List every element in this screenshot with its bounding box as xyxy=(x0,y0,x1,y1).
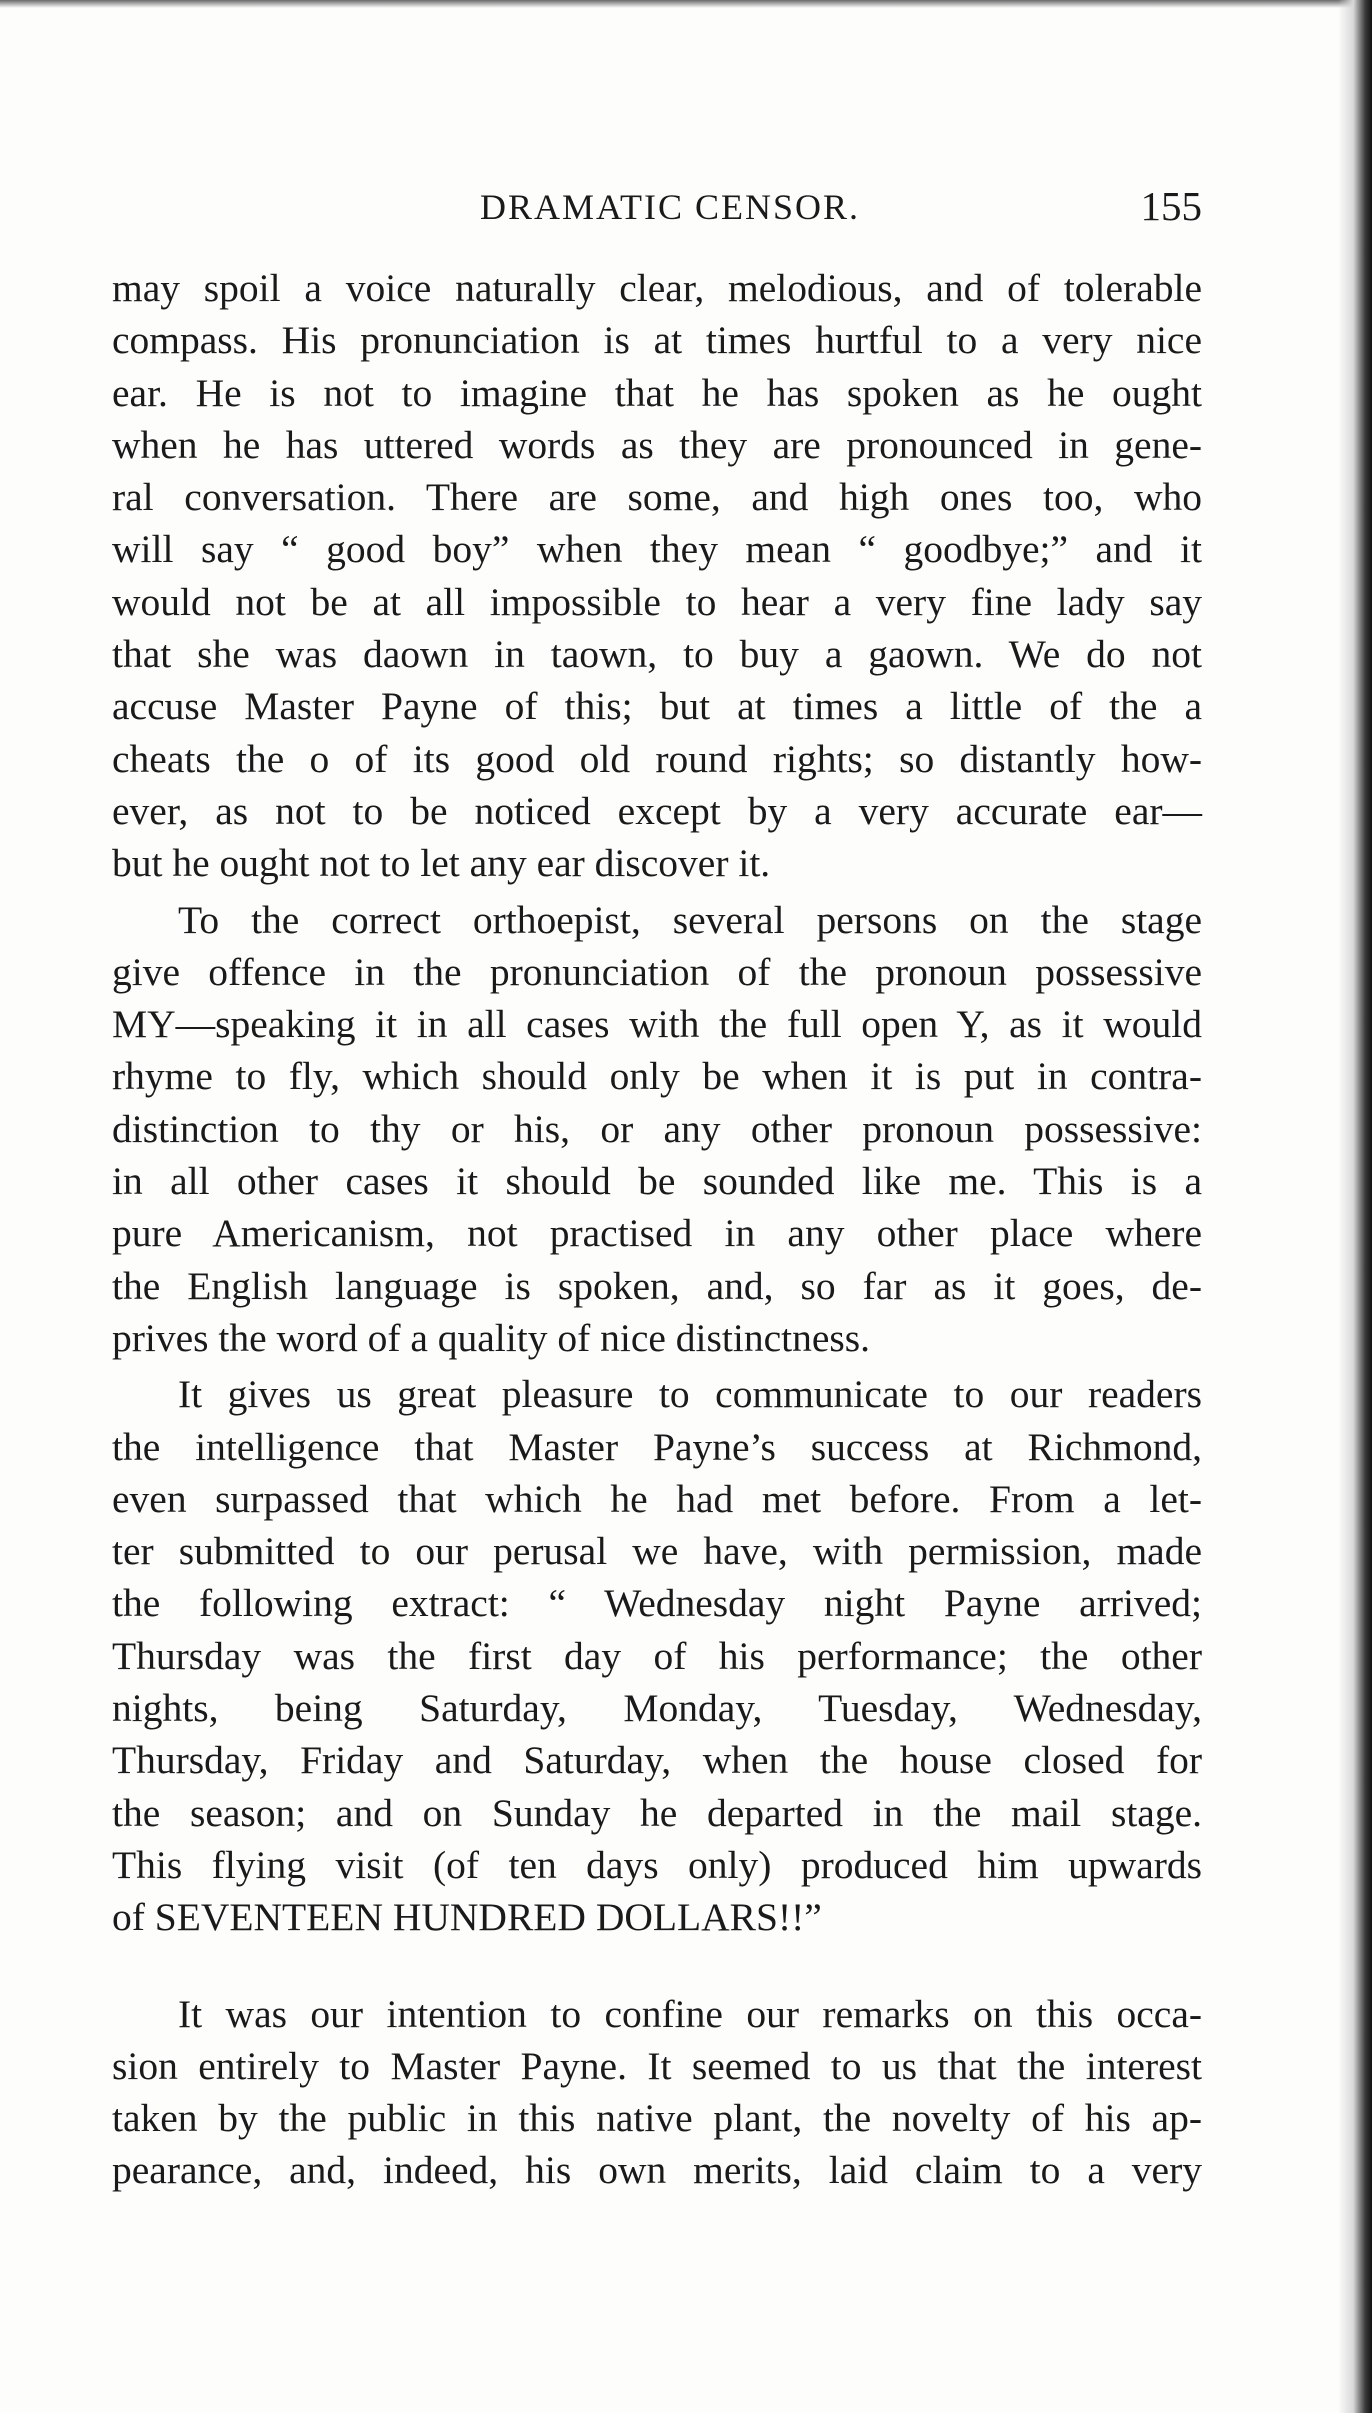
text-line: cheats the o of its good old round rights; so distantly how- xyxy=(112,736,1202,781)
text-line: rhyme to fly, which should only be when it is put in contra- xyxy=(112,1054,1202,1099)
text-line: ral conversation. There are some, and high ones too, who xyxy=(112,475,1202,520)
text-line: It gives us great pleasure to communicate to our readers xyxy=(178,1372,1202,1417)
text-line: in all other cases it should be sounded like me. This is a xyxy=(112,1159,1202,1204)
text-line: the following extract: “ Wednesday night Payne arrived; xyxy=(112,1581,1202,1626)
text-line: even surpassed that which he had met before. From a let- xyxy=(112,1476,1202,1521)
text-line: may spoil a voice naturally clear, melodious, and of tolerable xyxy=(112,266,1202,310)
text-line: the English language is spoken, and, so far as it goes, de- xyxy=(112,1263,1202,1308)
page-binding-shadow xyxy=(1338,0,1372,2413)
page-top-edge xyxy=(0,0,1372,8)
paragraph-4 xyxy=(112,1988,1202,2197)
text-line: accuse Master Payne of this; but at times a little of the a xyxy=(112,684,1202,729)
text-line: ever, as not to be noticed except by a very accurate ear— xyxy=(112,788,1202,833)
paragraph-2 xyxy=(112,894,1202,1365)
text-line: sion entirely to Master Payne. It seemed to us that the interest xyxy=(112,2043,1202,2088)
page-number: 155 xyxy=(1140,183,1202,229)
running-head xyxy=(112,182,1202,238)
text-line: distinction to thy or his, or any other pronoun possessive: xyxy=(112,1106,1202,1151)
text-line: give offence in the pronunciation of the pronoun possessive xyxy=(112,949,1202,994)
text-line: the season; and on Sunday he departed in the mail stage. xyxy=(112,1790,1202,1835)
text-line: the intelligence that Master Payne’s success at Richmond, xyxy=(112,1424,1202,1469)
text-line: pure Americanism, not practised in any other place where xyxy=(112,1211,1202,1256)
text-line: MY—speaking it in all cases with the full open Y, as it would xyxy=(112,1002,1202,1047)
text-line: To the correct orthoepist, several persons on the stage xyxy=(178,897,1202,942)
text-line: It was our intention to confine our remarks on this occa- xyxy=(178,1991,1202,2036)
paragraph-3 xyxy=(112,1368,1202,1943)
text-line: prives the word of a quality of nice distinctness. xyxy=(112,1315,871,1360)
text-line: will say “ good boy” when they mean “ goodbye;” and it xyxy=(112,527,1202,572)
text-line: ear. He is not to imagine that he has spoken as he ought xyxy=(112,370,1202,415)
text-line: but he ought not to let any ear discover it. xyxy=(112,841,771,886)
body-text xyxy=(112,262,1202,2197)
text-line: nights, being Saturday, Monday, Tuesday, Wednesday, xyxy=(112,1686,1202,1731)
running-title: DRAMATIC CENSOR. xyxy=(480,187,861,227)
text-line: pearance, and, indeed, his own merits, laid claim to a very xyxy=(112,2148,1202,2193)
text-line: Thursday was the first day of his performance; the other xyxy=(112,1633,1202,1678)
paragraph-1 xyxy=(112,262,1202,890)
text-line: Thursday, Friday and Saturday, when the house closed for xyxy=(112,1738,1202,1783)
text-line: would not be at all impossible to hear a very fine lady say xyxy=(112,579,1202,624)
text-line: when he has uttered words as they are pronounced in gene- xyxy=(112,422,1202,467)
text-line: of SEVENTEEN HUNDRED DOLLARS!!” xyxy=(112,1895,822,1940)
text-line: taken by the public in this native plant, the novelty of his ap- xyxy=(112,2096,1202,2141)
text-line: compass. His pronunciation is at times hurtful to a very nice xyxy=(112,318,1202,363)
text-line: that she was daown in taown, to buy a gaown. We do not xyxy=(112,632,1202,677)
text-line: This flying visit (of ten days only) produced him upwards xyxy=(112,1842,1202,1887)
text-line: ter submitted to our perusal we have, with permission, made xyxy=(112,1529,1202,1574)
